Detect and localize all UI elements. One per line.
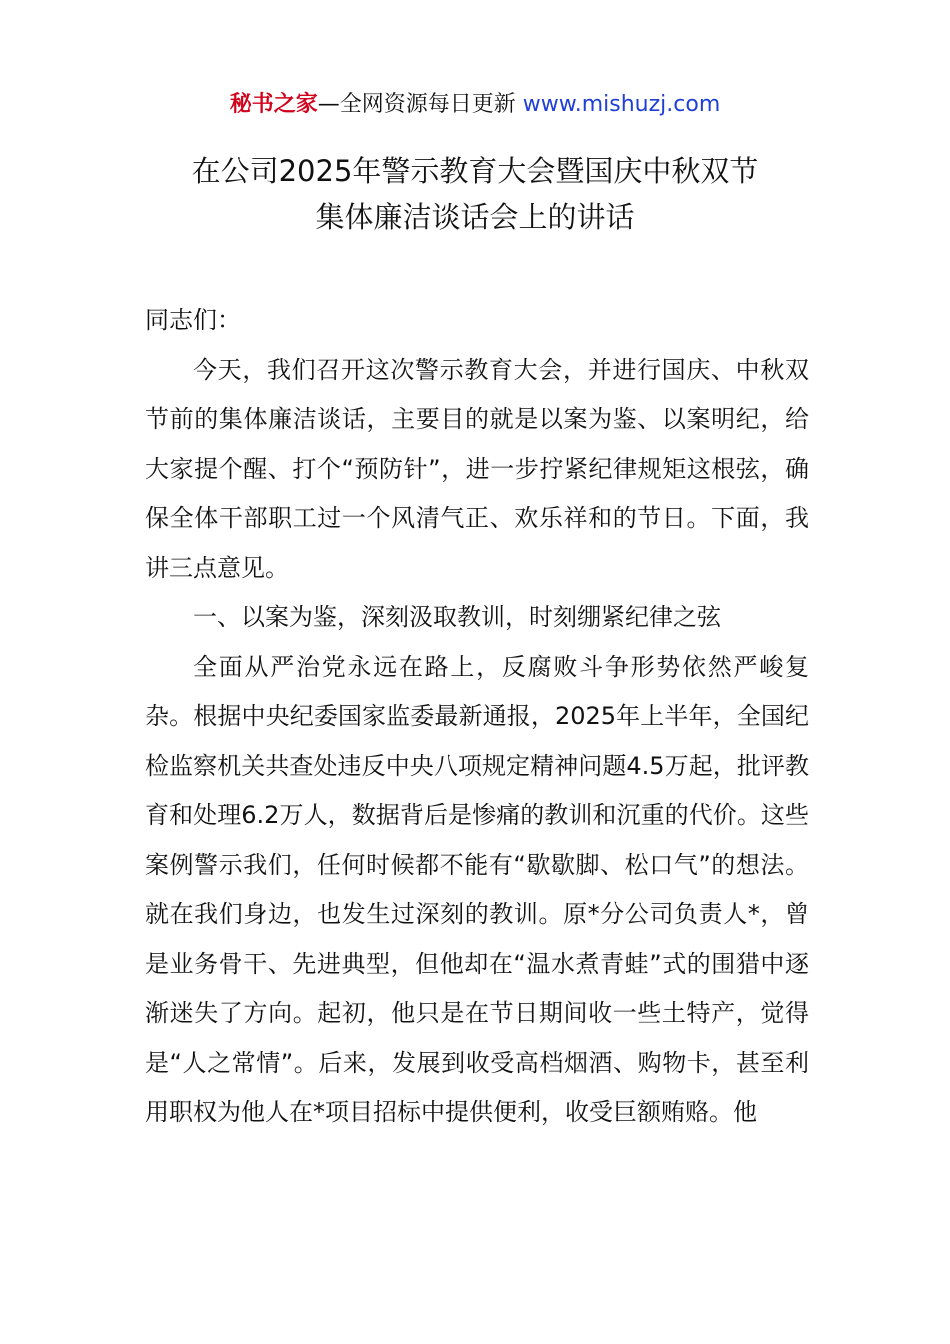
site-url-link[interactable]: www.mishuzj.com bbox=[522, 92, 721, 117]
document-body bbox=[145, 296, 809, 1138]
title-line-1: 在公司2025年警示教育大会暨国庆中秋双节 bbox=[191, 154, 759, 188]
document-title bbox=[0, 148, 950, 240]
site-header bbox=[0, 88, 950, 122]
section-heading-1: 一、以案为鉴，深刻汲取教训，时刻绷紧纪律之弦 bbox=[193, 603, 721, 631]
title-line-2: 集体廉洁谈话会上的讲话 bbox=[315, 200, 635, 234]
brand-name: 秘书之家 bbox=[229, 92, 318, 117]
salutation: 同志们： bbox=[145, 306, 241, 334]
header-tagline: —全网资源每日更新 bbox=[317, 92, 523, 117]
paragraph-section-1: 全面从严治党永远在路上，反腐败斗争形势依然严峻复杂。根据中央纪委国家监委最新通报，2025年上半年，全国纪检监察机关共查处违反中央八项规定精神问题4.5万起，批评教育和处理6.2万人，数据背后是惨痛的教训和沉重的代价。这些案例警示我们，任何时候都不能有“歇歇脚、松口气”的想法。就在我们身边，也发生过深刻的教训。原*分公司负责人*，曾是业务骨干、先进典型，但他却在“温水煮青蛙”式的围猎中逐渐迷失了方向。起初，他只是在节日期间收一些土特产，觉得是“人之常情”。后来，发展到收受高档烟酒、购物卡，甚至利用职权为他人在*项目招标中提供便利，收受巨额贿赂。他 bbox=[145, 652, 809, 1126]
paragraph-intro: 今天，我们召开这次警示教育大会，并进行国庆、中秋双节前的集体廉洁谈话，主要目的就是以案为鉴、以案明纪，给大家提个醒、打个“预防针”，进一步拧紧纪律规矩这根弦，确保全体干部职工过一个风清气正、欢乐祥和的节日。下面，我讲三点意见。 bbox=[145, 355, 809, 582]
